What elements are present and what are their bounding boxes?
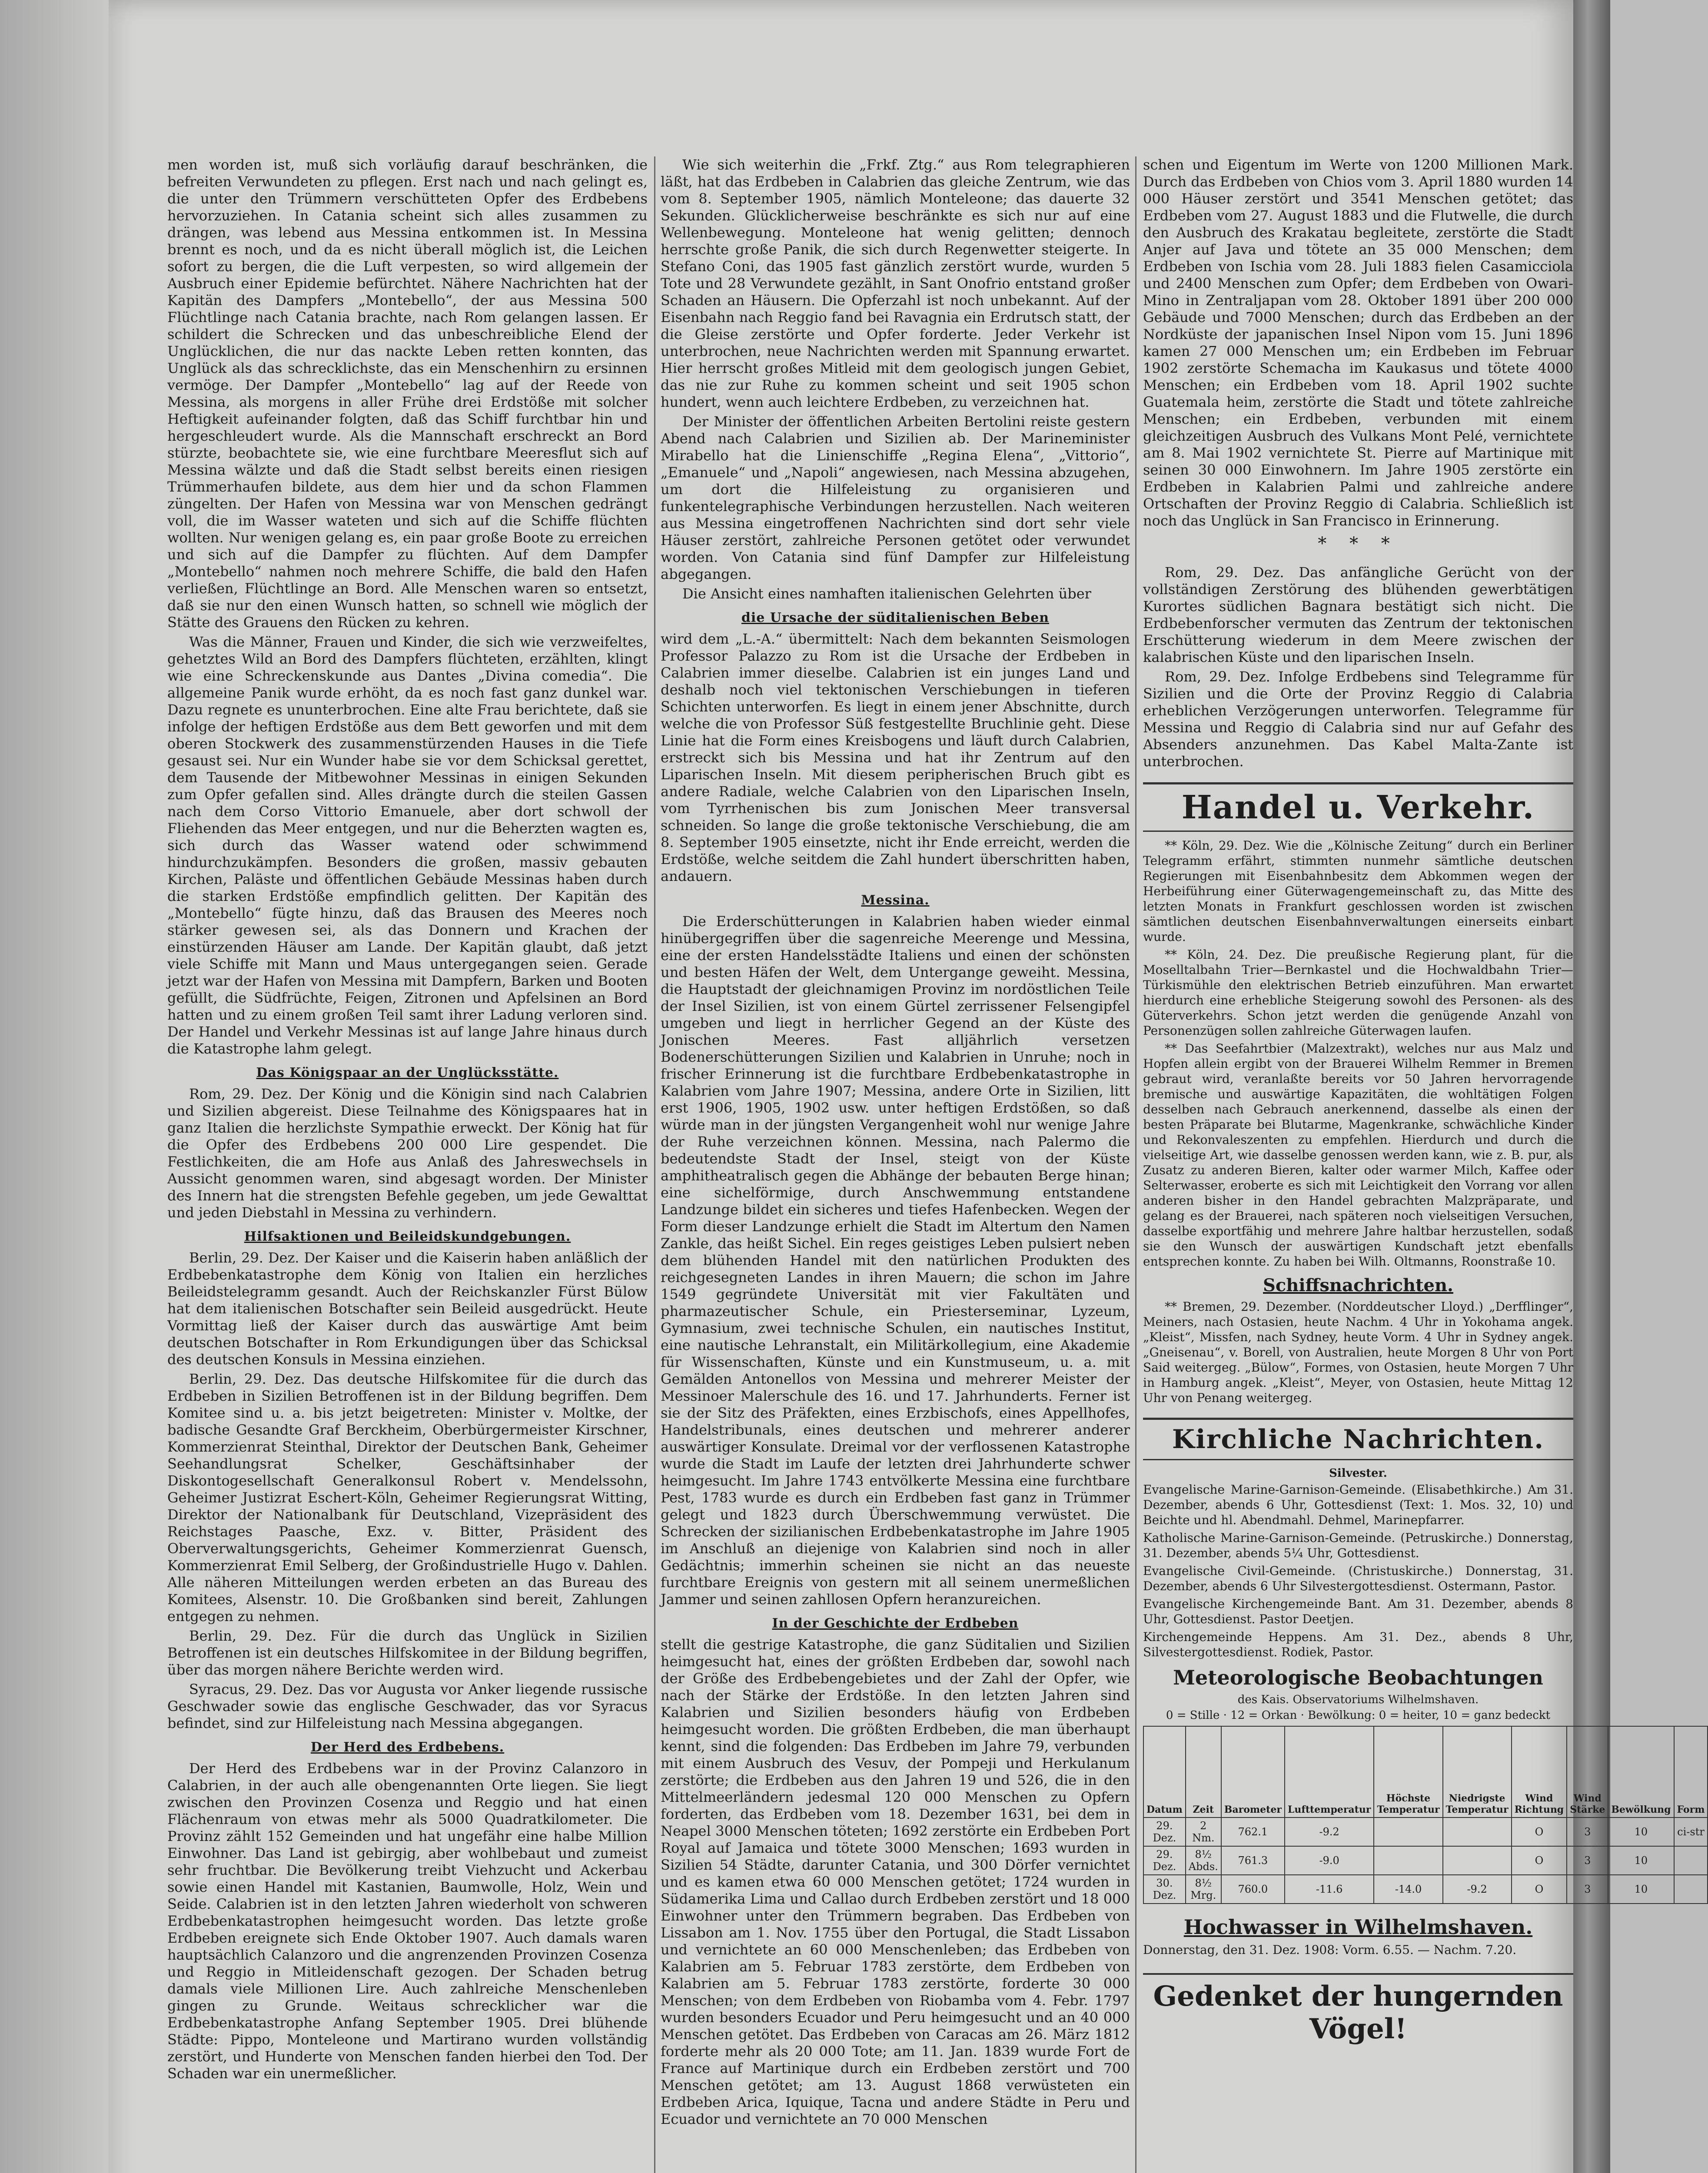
meteo-header: Lufttemperatur: [1285, 1726, 1374, 1817]
column-rule-1: [654, 156, 655, 2173]
meteo-subtitle: des Kais. Observatoriums Wilhelmshaven.: [1237, 1693, 1479, 1706]
column-1: [167, 156, 648, 2173]
meteo-cell: 8½ Mrg.: [1186, 1875, 1221, 1904]
meteo-cell: 30. Dez.: [1143, 1875, 1186, 1904]
article-text: men worden ist, muß sich vorläufig darauf beschränken, die befreiten Verwundeten zu pflegen. Erst nach und nach gelingt es, die unter den Trümmern verschütteten Opfer des Erdbebens hervorzuziehen. In Catania scheint sich alles zusammen zu drängen, was lebend aus Messina entkommen ist. In Messina brennt es noch, und da es nicht überall möglich ist, die Leichen sofort zu bergen, die die Luft verpesten, so wird allgemein der Ausbruch einer Epidemie befürchtet. Nähere Nachrichten hat der Kapitän des Dampfers „Montebello“, der aus Messina 500 Flüchtlinge nach Catania brachte, nach Rom gelangen lassen. Er schildert die Schrecken und das unbeschreibliche Elend der Unglücklichen, die nur das nackte Leben retten konnten, das Unglück als das schrecklichste, das ein Menschenhirn zu ersinnen vermöge. Der Dampfer „Montebello“ lag auf der Reede von Messina, als morgens in aller Frühe drei Erdstöße mit solcher Heftigkeit aufeinander folgten, daß das Schiff furchtbar hin und hergeschleudert wurde. Als die Mannschaft erschreckt an Bord stürzte, beobachtete sie, wie eine furchtbare Meeresflut sich auf Messina wälzte und daß die Stadt selbst bereits einen riesigen Trümmerhaufen bildete, aus dem hier und da schon Flammen züngelten. Der Hafen von Messina war von Menschen gedrängt voll, die im Wasser wateten und sich auf die Schiffe flüchten wollten. Nur wenigen gelang es, ein paar große Boote zu erreichen und sich auf die Dampfer zu flüchten. Auf dem Dampfer „Montebello“ nahmen noch mehrere Schiffe, die bald den Hafen verließen, Flüchtlinge an Bord. Alle Menschen waren so entsetzt, daß sie nur den einen Wunsch hatten, so schnell wie möglich der Stätte des Grauens den Rücken zu kehren.: [167, 156, 648, 631]
section-heading-geschichte: In der Geschichte der Erdbeben: [772, 1616, 1019, 1631]
meteo-header: Datum: [1143, 1726, 1186, 1817]
article-text: Rom, 29. Dez. Der König und die Königin sind nach Calabrien und Sizilien abgereist. Diese Teilnahme des Königspaares hat in ganz Italien die herzlichste Sympathie erweckt. Der König hat für die Opfer des Erdbebens 200 000 Lire gespendet. Die Festlichkeiten, die am Hofe aus Anlaß des Jahreswechsels in Aussicht genommen waren, sind abgesagt worden. Der Minister des Innern hat die strengsten Befehle gegeben, um jede Gewalttat und jeden Diebstahl in Messina zu verhindern.: [167, 1086, 648, 1221]
meteo-cell: 8½ Abds.: [1186, 1846, 1221, 1875]
article-text: ** Bremen, 29. Dezember. (Norddeutscher Lloyd.) „Derfflinger“, Meiners, nach Ostasien, heute Nachm. 4 Uhr in Yokohama angek. „Kleist“, Missfen, nach Sydney, heute Vorm. 4 Uhr in Sydney angek. „Gneisenau“, v. Borell, von Australien, heute Morgen 8 Uhr von Port Said weitergeg. „Bülow“, Formes, von Ostasien, heute Morgen 7 Uhr in Hamburg angek. „Kleist“, Meyer, von Ostasien, heute Mittag 12 Uhr von Penang weitergeg.: [1143, 1299, 1573, 1405]
section-kirchlich: [1143, 1418, 1573, 1460]
meteo-cell: ci-str: [1674, 1817, 1708, 1846]
meteo-cell: 29. Dez.: [1143, 1817, 1186, 1846]
section-title-meteo: Meteorologische Beobachtungen: [1173, 1666, 1543, 1689]
article-text: Die Ansicht eines namhaften italienischen Gelehrten über: [682, 585, 1091, 602]
meteo-header: Höchste Temperatur: [1374, 1726, 1442, 1817]
table-row: [1143, 1875, 1708, 1904]
meteo-cell: 10: [1608, 1846, 1674, 1875]
subtitle-silvester: Silvester.: [1329, 1467, 1387, 1480]
church-notice: Evangelische Marine-Garnison-Gemeinde. (Elisabethkirche.) Am 31. Dezember, abends 6 Uhr, Gottesdienst (Text: 1. Mos. 32, 10) und Beichte und hl. Abendmahl. Dehmel, Marinepfarrer.: [1143, 1482, 1573, 1527]
meteo-header: Wind Stärke: [1567, 1726, 1608, 1817]
meteo-table: [1143, 1726, 1708, 1904]
meteo-legend: 0 = Stille · 12 = Orkan · Bewölkung: 0 = heiter, 10 = ganz bedeckt: [1166, 1709, 1551, 1722]
meteo-cell: 760.0: [1221, 1875, 1285, 1904]
article-text: Der Herd des Erdbebens war in der Provinz Calanzoro in Calabrien, in der auch alle obengenannten Orte liegen. Sie liegt zwischen den Provinzen Cosenza und Reggio und hat einen Flächenraum von etwas mehr als 5000 Quadratkilometer. Die Provinz zählt 152 Gemeinden und hat ungefähr eine halbe Million Einwohner. Das Land ist gebirgig, aber wohlbebaut und zumeist sehr fruchtbar. Die Bevölkerung treibt Viehzucht und Ackerbau sowie einen Handel mit Kastanien, Baumwolle, Holz, Wein und Seide. Calabrien ist in den letzten Jahren wiederholt von schweren Erdbebenkatastrophen heimgesucht worden. Das letzte große Erdbeben ereignete sich Ende Oktober 1907. Auch damals waren hauptsächlich Calanzoro und die angrenzenden Provinzen Cosenza und Reggio in Mitleidenschaft gezogen. Der Schaden betrug damals viele Millionen Lire. Auch zahlreiche Menschenleben gingen zu Grunde. Weitaus schrecklicher war die Erdbebenkatastrophe Anfang September 1905. Drei blühende Städte: Pippo, Monteleone und Martirano wurden vollständig zerstört, und Hunderte von Menschen fanden hierbei den Tod. Der Schaden war ein unermeßlicher.: [167, 1760, 648, 2082]
meteo-header: Zeit: [1186, 1726, 1221, 1817]
meteo-header: Barometer: [1221, 1726, 1285, 1817]
meteo-header-row: [1143, 1726, 1708, 1817]
meteo-cell: -9.2: [1285, 1817, 1374, 1846]
article-text: Berlin, 29. Dez. Der Kaiser und die Kaiserin haben anläßlich der Erdbebenkatastrophe dem König von Italien ein herzliches Beileidstelegramm gesandt. Auch der Reichskanzler Fürst Bülow hat dem italienischen Botschafter sein Beileid ausgedrückt. Heute Vormittag ließ der Kaiser durch das auswärtige Amt beim deutschen Botschafter in Rom Erkundigungen über das Schicksal des deutschen Konsuls in Messina einziehen.: [167, 1249, 648, 1368]
meteo-cell: 3: [1567, 1875, 1608, 1904]
separator-stars: * * *: [1318, 534, 1399, 554]
article-text: Der Minister der öffentlichen Arbeiten Bertolini reiste gestern Abend nach Calabrien und Sizilien ab. Der Marineminister Mirabello hat die Linienschiffe „Regina Elena“, „Vittorio“, „Emanuele“ und „Napoli“ angewiesen, nach Messina abzugehen, um dort die Hilfeleistung zu organisieren und funkentelegraphische Verbindungen herzustellen. Nach weiteren aus Messina eingetroffenen Nachrichten sind dort sehr viele Häuser zerstört, zahlreiche Personen getötet oder verwundet worden. Von Catania sind fünf Dampfer zur Hilfeleistung abgegangen.: [661, 413, 1130, 582]
section-title-schiff: Schiffsnachrichten.: [1263, 1275, 1453, 1296]
article-text: Rom, 29. Dez. Das anfängliche Gerücht von der vollständigen Zerstörung des blühenden gewerbtätigen Kurortes südlichen Bagnara bestätigt sich nicht. Die Erdbebenforscher vermuten das Zentrum der tektonischen Erschütterung wiederum in dem Meere zwischen der kalabrischen Küste und den liparischen Inseln.: [1143, 564, 1573, 665]
church-notice: Evangelische Civil-Gemeinde. (Christuskirche.) Donnerstag, 31. Dezember, abends 6 Uhr Silvestergottesdienst. Ostermann, Pastor.: [1143, 1564, 1573, 1593]
table-row: [1143, 1817, 1708, 1846]
meteo-cell: 29. Dez.: [1143, 1846, 1186, 1875]
footer-appeal: Gedenket der hungernden Vögel!: [1143, 1973, 1573, 2045]
section-handel: [1143, 782, 1573, 832]
meteo-cell: 3: [1567, 1846, 1608, 1875]
section-heading-ursache: die Ursache der süditalienischen Beben: [741, 610, 1050, 625]
meteo-header: Form: [1674, 1726, 1708, 1817]
article-text: ** Köln, 24. Dez. Die preußische Regierung plant, für die Moselltalbahn Trier—Bernkastel und die Hochwaldbahn Trier—Türkismühle den elektrischen Betrieb einzuführen. Man erwartet hierdurch eine erhebliche Steigerung sowohl des Personen- als des Güterverkehrs. Schon jetzt werden die genügende Anzahl von Personenzügen sollen zahlreiche Güterwagen laufen.: [1143, 947, 1573, 1038]
article-text: Berlin, 29. Dez. Für die durch das Unglück in Sizilien Betroffenen ist ein deutsches Hilfskomitee in der Bildung begriffen, über das morgen nähere Berichte werden wird.: [167, 1628, 648, 1678]
meteo-cell: -14.0: [1374, 1875, 1442, 1904]
article-text: Wie sich weiterhin die „Frkf. Ztg.“ aus Rom telegraphieren läßt, hat das Erdbeben in Calabrien das gleiche Zentrum, wie das vom 8. September 1905, nämlich Monteleone; das dauerte 32 Sekunden. Glücklicherweise beschränkte es sich nur auf eine Wellenbewegung. Monteleone hat wenig gelitten; dennoch herrschte große Panik, die sich durch Regenwetter steigerte. In Stefano Coni, das 1905 fast gänzlich zerstört wurde, wurden 5 Tote und 28 Verwundete gezählt, in Sant Onofrio entstand großer Schaden an Häusern. Die Opferzahl ist noch unbekannt. Auf der Eisenbahn nach Reggio fand bei Ravagnia ein Erdrutsch statt, der die Gleise zerstörte und Opfer forderte. Jeder Verkehr ist unterbrochen, neue Nachrichten werden mit Spannung erwartet. Hier herrscht großes Mitleid mit dem geologisch jungen Gebiet, das nie zur Ruhe zu kommen scheint und seit 1905 schon hundert, wenn auch leichtere Erdbeben, zu verzeichnen hat.: [661, 156, 1130, 410]
section-title-hochwasser: Hochwasser in Wilhelmshaven.: [1183, 1915, 1533, 1939]
article-text: ** Köln, 29. Dez. Wie die „Kölnische Zeitung“ durch ein Berliner Telegramm erfährt, stimmten nunmehr sämtliche deutschen Regierungen mit Eisenbahnbesitz dem Abkommen wegen der Herbeiführung einer Güterwagengemeinschaft zu, das Mitte des letzten Monats in Frankfurt geschlossen worden ist zwischen sämtlichen deutschen Eisenbahnverwaltungen einerseits einbart wurde.: [1143, 838, 1573, 944]
article-text: ** Das Seefahrtbier (Malzextrakt), welches nur aus Malz und Hopfen allein ergibt von der Brauerei Wilhelm Remmer in Bremen gebraut wird, veranlaßte bereits vor 50 Jahren hervorragende bremische und auswärtige Kapazitäten, die wohltätigen Folgen desselben nach Gebrauch anerkennend, dasselbe als einen der besten Präparate bei Blutarme, Magenkranke, schwächliche Kinder und Rekonvaleszenten zu empfehlen. Hierdurch und durch die vielseitige Art, wie dasselbe genossen werden kann, wie z. B. pur, als Zusatz zu anderen Bieren, kalter oder warmer Milch, Kaffee oder Selterwasser, eroberte es sich mit Leichtigkeit den Vorrang vor allen anderen bisher in den Handel gebrachten Malzpräparate, und gelang es der Brauerei, nach späteren noch vielseitigen Versuchen, dasselbe exportfähig und mehrere Jahre haltbar herzustellen, sodaß sie den Wunsch der auswärtigen Kundschaft jetzt ebenfalls entsprechen konnte. Zu haben bei Wilh. Oltmanns, Roonstraße 10.: [1143, 1041, 1573, 1269]
meteo-cell: 2 Nm.: [1186, 1817, 1221, 1846]
meteo-header: Wind Richtung: [1512, 1726, 1567, 1817]
article-text: stellt die gestrige Katastrophe, die ganz Süditalien und Sizilien heimgesucht hat, eines der größten Erdbeben dar, sowohl nach der Größe des Erdbebengebietes und der Zahl der Opfer, wie nach der Stärke der Erdstöße. In den letzten Jahren sind Kalabrien und Sizilien besonders häufig von Erdbeben heimgesucht worden. Die größten Erdbeben, die man überhaupt kennt, sind die folgenden: Das Erdbeben im Jahre 79, verbunden mit einem Ausbruch des Vesuv, der Pompeji und Herkulanum zerstörte; die Erdbeben aus den Jahren 19 und 526, die in den Mittelmeerländern jedesmal 120 000 Menschen zu Opfern forderten, das Erdbeben vom 18. Dezember 1631, bei dem in Neapel 3000 Menschen töteten; 1692 zerstörte ein Erdbeben Port Royal auf Jamaica und tötete 3000 Menschen; 1693 wurden in Sizilien 54 Städte, darunter Catania, und 300 Dörfer vernichtet und es kamen etwa 60 000 Menschen getötet; 1724 wurden in Südamerika Lima und Callao durch Erdbeben zerstört und 18 000 Einwohner unter den Trümmern begraben. Das Erdbeben von Lissabon am 1. Nov. 1755 über den Portugal, die Stadt Lissabon und vernichtete an 60 000 Menschenleben; das Erdbeben von Kalabrien am 5. Februar 1783 zerstörte, dem Erdbeben von Kalabrien am 5. Februar 1783 zerstörte, forderte 30 000 Menschen; von dem Erdbeben von Riobamba vom 4. Febr. 1797 wurden besonders Ecuador und Peru heimgesucht und an 40 000 Menschen getötet. Das Erdbeben von Caracas am 26. März 1812 forderte mehr als 20 000 Tote; am 11. Jan. 1839 wurde Fort de France auf Martinique durch ein Erdbeben zerstört und 700 Menschen getötet; am 13. August 1868 verwüsteten ein Erdbeben Arica, Iquique, Tacna und andere Städte in Peru und Ecuador und vernichtete an 70 000 Menschen: [661, 1636, 1130, 2127]
meteo-cell: -11.6: [1285, 1875, 1374, 1904]
meteo-cell: [1674, 1846, 1708, 1875]
section-heading-koenigspaar: Das Königspaar an der Unglücksstätte.: [256, 1065, 559, 1080]
meteo-cell: -9.0: [1285, 1846, 1374, 1875]
meteo-cell: [1443, 1817, 1512, 1846]
article-text: Die Erderschütterungen in Kalabrien haben wieder einmal hinübergegriffen über die sagenreiche Meerenge und Messina, eine der ersten Handelsstädte Italiens und einen der schönsten und besten Häfen der Welt, dem Untergange geweiht. Messina, die Hauptstadt der gleichnamigen Provinz im nordöstlichen Teile der Insel Sizilien, ist von einem Gürtel zerrissener Felsengipfel umgeben und liegt in herrlicher Gegend an der Küste des Jonischen Meeres. Fast alljährlich versetzen Bodenerschütterungen Sizilien und Kalabrien in Unruhe; noch in frischer Erinnerung ist die furchtbare Erdbebenkatastrophe in Kalabrien vom Jahre 1907; Messina, andere Orte in Sizilien, litt erst 1906, 1905, 1902 usw. unter heftigen Erdstößen, so daß würde man in der jüngsten Vergangenheit wohl nur wenige Jahre der Ruhe verzeichnen können. Messina, nach Palermo die bedeutendste Stadt der Insel, steigt von der Küste amphitheatralisch gegen die Abhänge der bebauten Berge hinan; eine sichelförmige, durch Anschwemmung entstandene Landzunge bildet ein sicheres und tiefes Hafenbecken. Wegen der Form dieser Landzunge erhielt die Stadt im Altertum den Namen Zankle, das heißt Sichel. Ein reges geistiges Leben pulsiert neben dem blühenden Handel mit den natürlichen Produkten des reichgesegneten Landes in ihren Mauern; die schon im Jahre 1549 gegründete Universität mit vier Fakultäten und pharmazeutischer Schule, ein Priesterseminar, Lyzeum, Gymnasium, zwei technische Schulen, ein nautisches Institut, eine nautische Lehranstalt, ein Militärkollegium, eine Akademie für Wissenschaften, Künste und ein Kunstmuseum, u. a. mit Gemälden Antonellos von Messina und mehrerer Meister der Messinoer Malerschule des 16. und 17. Jahrhunderts. Ferner ist sie der Sitz des Präfekten, eines Erzbischofs, eines Appellhofes, Handelstribunals, eines deutschen und mehrerer anderer auswärtiger Konsulate. Dreimal vor der verflossenen Katastrophe wurde die Stadt im Laufe der letzten drei Jahrhunderte schwer heimgesucht. Im Jahre 1743 entvölkerte Messina eine furchtbare Pest, 1783 wurde es durch ein Erdbeben fast ganz in Trümmer gelegt und 1823 durch Überschwemmung verwüstet. Die Schrecken der sizilianischen Erdbebenkatastrophe im Jahre 1905 im Anschluß an diejenige von Kalabrien sind noch in aller Gedächtnis; immerhin scheinen sie nicht an das neueste furchtbare Ereignis von gestern mit all seinem unermeßlichen Jammer und seinen zahllosen Opfern heranzureichen.: [661, 913, 1130, 1608]
meteo-cell: 10: [1608, 1817, 1674, 1846]
article-text: schen und Eigentum im Werte von 1200 Millionen Mark. Durch das Erdbeben von Chios vom 3. April 1880 wurden 14 000 Häuser zerstört und 3541 Menschen getötet; das Erdbeben vom 27. August 1883 und die Flutwelle, die durch den Ausbruch des Krakatau begleitete, zerstörte die Stadt Anjer auf Java und tötete an 35 000 Menschen; dem Erdbeben von Ischia vom 28. Juli 1883 fielen Casamicciola und 2400 Menschen zum Opfer; dem Erdbeben von Owari-Mino in Zentraljapan vom 28. Oktober 1891 über 200 000 Gebäude und 7000 Menschen; durch das Erdbeben an der Nordküste der japanischen Insel Nipon vom 15. Juni 1896 kamen 27 000 Menschen um; ein Erdbeben im Februar 1902 zerstörte Schemacha im Kaukasus und tötete 4000 Menschen; ein Erdbeben vom 18. April 1902 suchte Guatemala heim, zerstörte die Stadt und tötete zahlreiche Menschen; ein Erdbeben, verbunden mit einem gleichzeitigen Ausbruch des Vulkans Mont Pelé, vernichtete am 8. Mai 1902 vernichtete St. Pierre auf Martinique mit seinen 30 000 Einwohnern. Im Jahre 1905 zerstörte ein Erdbeben in Kalabrien Palmi und zahlreiche andere Ortschaften der Provinz Reggio di Calabria. Schließlich ist noch das Unglück in San Francisco in Erinnerung.: [1143, 156, 1573, 529]
article-text: Was die Männer, Frauen und Kinder, die sich wie verzweifeltes, gehetztes Wild an Bord des Dampfers flüchteten, erzählten, klingt wie eine Schreckenskunde aus Dantes „Divina comedia“. Die allgemeine Panik wurde erhöht, da es noch fast ganz dunkel war. Dazu regnete es ununterbrochen. Eine alte Frau berichtete, daß sie infolge der heftigen Erdstöße aus dem Bett geworfen und mit dem oberen Stockwerk des zusammenstürzenden Hauses in die Tiefe gesaust sei. Nur ein Wunder habe sie vor dem Schicksal gerettet, dem Tausende der Mitbewohner Messinas in einigen Sekunden zum Opfer gefallen sind. Alles drängte durch die steilen Gassen nach dem Corso Vittorio Emanuele, aber dort schwoll der Fliehenden das Meer entgegen, und nur die Beherzten wagten es, sich durch das Wasser watend oder schwimmend hindurchzukämpfen. Besonders die großen, massiv gebauten Kirchen, Paläste und öffentlichen Gebäude Messinas haben durch die starken Erdstöße empfindlich gelitten. Der Kapitän des „Montebello“ fügte hinzu, daß das Brausen des Meeres noch stärker gewesen sei, als das Donnern und Krachen der einstürzenden Häuser am Lande. Der Kapitän glaubt, daß jetzt viele Schiffe mit Mann und Maus untergegangen seien. Gerade jetzt war der Hafen von Messina mit Dampfern, Barken und Booten gefüllt, die Südfrüchte, Feigen, Zitronen und Apfelsinen an Bord hatten und zu einem großen Teil samt ihrer Ladung verloren sind. Der Handel und Verkehr Messinas ist auf lange Jahre hinaus durch die Katastrophe lahm gelegt.: [167, 634, 648, 1057]
meteo-cell: O: [1512, 1817, 1567, 1846]
meteo-cell: [1374, 1846, 1442, 1875]
article-text: Syracus, 29. Dez. Das vor Augusta vor Anker liegende russische Geschwader sowie das englische Geschwader, das vor Syracus befindet, sind zur Hilfeleistung nach Messina abgegangen.: [167, 1681, 648, 1731]
meteo-cell: [1443, 1846, 1512, 1875]
article-text: Rom, 29. Dez. Infolge Erdbebens sind Telegramme für Sizilien und die Orte der Provinz Reggio di Calabria erheblichen Verzögerungen unterworfen. Telegramme für Messina und Reggio di Calabria sind nur auf Gefahr des Absenders anzunehmen. Das Kabel Malta-Zante ist unterbrochen.: [1143, 668, 1573, 770]
meteo-cell: 3: [1567, 1817, 1608, 1846]
section-title-kirchlich: Kirchliche Nachrichten.: [1172, 1424, 1545, 1455]
section-heading-messina: Messina.: [861, 893, 930, 908]
article-text: Berlin, 29. Dez. Das deutsche Hilfskomitee für die durch das Erdbeben in Sizilien Betroffenen ist in der Bildung begriffen. Dem Komitee sind u. a. bis jetzt beigetreten: Minister v. Moltke, der badische Gesandte Graf Berckheim, Oberbürgermeister Kirschner, Kommerzienrat Steinthal, Direktor der Deutschen Bank, Geheimer Seehandlungsrat Schelker, Geschäftsinhaber der Diskontogesellschaft Generalkonsul Robert v. Mendelssohn, Geheimer Justizrat Eschert-Köln, Geheimer Regierungsrat Witting, Direktor der Nationalbank für Deutschland, Vizepräsident des Reichstages Paasche, Exz. v. Bitter, Präsident des Oberverwaltungsgerichts, Geheimer Kommerzienrat Guensch, Kommerzienrat Emil Selberg, der Großindustrielle Hugo v. Dahlen. Alle näheren Mitteilungen werden erbeten an das Bureau des Komitees, Alsenstr. 10. Die Großbanken sind bereit, Zahlungen entgegen zu nehmen.: [167, 1371, 648, 1625]
meteo-cell: 10: [1608, 1875, 1674, 1904]
meteo-cell: [1374, 1817, 1442, 1846]
meteo-cell: O: [1512, 1875, 1567, 1904]
meteo-cell: 761.3: [1221, 1846, 1285, 1875]
article-text: wird dem „L.-A.“ übermittelt: Nach dem bekannten Seismologen Professor Palazzo zu Rom ist die Ursache der Erdbeben in Calabrien immer dieselbe. Calabrien ist ein junges Land und deshalb noch viel tektonischen Verschiebungen in tieferen Schichten unterworfen. Es liegt in einem jener Abschnitte, durch welche die von Professor Süß festgestellte Bruchlinie geht. Diese Linie hat die Form eines Kreisbogens und läuft durch Calabrien, erstreckt sich bis Messina und hat ihr Zentrum auf den Liparischen Inseln. Mit diesem peripherischen Bruch gibt es andere Radiale, welche Calabrien von den Liparischen Inseln, vom Tyrrhenischen bis zum Jonischen Meer transversal schneiden. So lange die große tektonische Verschiebung, die am 8. September 1905 einsetzte, nicht ihr Ende erreicht, werden die Erdstöße, welche seitdem die Zahl hundert überschritten haben, andauern.: [661, 631, 1130, 884]
church-notice: Kirchengemeinde Heppens. Am 31. Dez., abends 8 Uhr, Silvestergottesdienst. Rodiek, Pastor.: [1143, 1630, 1573, 1659]
meteo-cell: -9.2: [1443, 1875, 1512, 1904]
meteo-cell: O: [1512, 1846, 1567, 1875]
meteo-header: Niedrigste Temperatur: [1443, 1726, 1512, 1817]
table-row: [1143, 1846, 1708, 1875]
column-2: [661, 156, 1130, 2173]
church-notice: Evangelische Kirchengemeinde Bant. Am 31. Dezember, abends 8 Uhr, Gottesdienst. Pastor Deetjen.: [1143, 1597, 1573, 1626]
hochwasser-text: Donnerstag, den 31. Dez. 1908: Vorm. 6.55. — Nachm. 7.20.: [1143, 1943, 1517, 1957]
meteo-cell: 762.1: [1221, 1817, 1285, 1846]
column-3: [1143, 156, 1705, 2173]
section-heading-hilfsaktionen: Hilfsaktionen und Beileidskundgebungen.: [244, 1229, 571, 1244]
meteo-header: Bewölkung: [1608, 1726, 1674, 1817]
scan-left-margin: [0, 0, 109, 2173]
meteo-cell: [1674, 1875, 1708, 1904]
section-heading-herd: Der Herd des Erdbebens.: [310, 1740, 505, 1755]
section-title-handel: Handel u. Verkehr.: [1181, 789, 1535, 826]
column-rule-2: [1135, 156, 1136, 2173]
church-notice: Katholische Marine-Garnison-Gemeinde. (Petruskirche.) Donnerstag, 31. Dezember, abends 5¼ Uhr, Gottesdienst.: [1143, 1531, 1573, 1560]
